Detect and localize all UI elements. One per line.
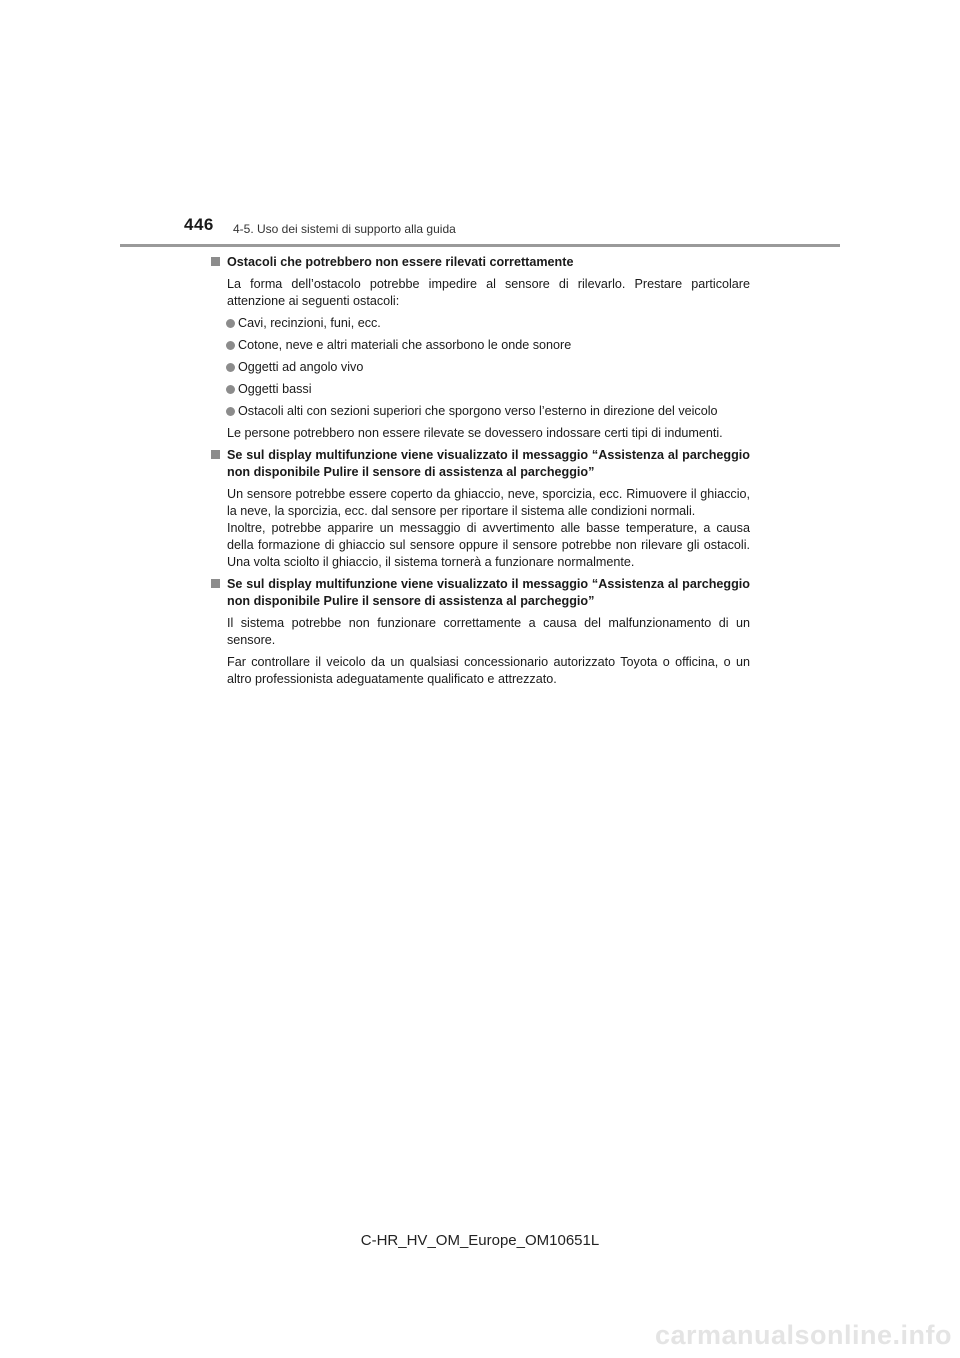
paragraph: Far controllare il veicolo da un qualsiasi concessionario autorizzato Toyota o officina, o un altro professionista adeguatamente qualificato e attrezzato.	[227, 655, 750, 686]
section-heading	[210, 576, 750, 610]
document-code: C-HR_HV_OM_Europe_OM10651L	[360, 1232, 600, 1249]
header-rule	[120, 244, 840, 247]
paragraph: Il sistema potrebbe non funzionare correttamente a causa del malfunzionamento di un sensore.	[227, 616, 750, 647]
page-number: 446	[184, 215, 214, 234]
circle-bullet-icon	[226, 385, 235, 394]
list-item-text: Oggetti bassi	[238, 382, 312, 396]
square-bullet-icon	[211, 579, 220, 588]
section-heading	[210, 254, 750, 271]
list-item	[210, 359, 750, 376]
circle-bullet-icon	[226, 341, 235, 350]
paragraph: Inoltre, potrebbe apparire un messaggio di avvertimento alle basse temperature, a causa della formazione di ghiaccio sul sensore oppure il sensore potrebbe non rilevare gli ostacoli. Una volta sciolto il ghiaccio, il sistema tornerà a funzionare normalmente.	[227, 521, 750, 569]
circle-bullet-icon	[226, 363, 235, 372]
paragraph: Le persone potrebbero non essere rilevate se dovessero indossare certi tipi di indumenti.	[227, 426, 723, 440]
list-item-text: Cotone, neve e altri materiali che assorbono le onde sonore	[238, 338, 572, 352]
square-bullet-icon	[211, 450, 220, 459]
list-item	[210, 315, 750, 332]
list-item-text: Cavi, recinzioni, funi, ecc.	[238, 316, 381, 330]
list-item-text: Oggetti ad angolo vivo	[238, 360, 364, 374]
square-bullet-icon	[211, 257, 220, 266]
section-title: 4-5. Uso dei sistemi di supporto alla guida	[233, 222, 456, 236]
list-item-text: Ostacoli alti con sezioni superiori che sporgono verso l’esterno in direzione del veicolo	[238, 404, 718, 418]
paragraph-text: Un sensore potrebbe essere coperto da ghiaccio, neve, sporcizia, ecc. Rimuovere il ghiaccio, la neve, la sporcizia, ecc. dal sensore per riportare il sistema alle condizioni normali.	[227, 487, 750, 518]
section-heading-text: Se sul display multifunzione viene visualizzato il messaggio “Assistenza al parcheggio non disponibile Pulire il sensore di assistenza al parcheggio”	[227, 448, 750, 479]
list-item	[210, 381, 750, 398]
section-heading-text: Ostacoli che potrebbero non essere rilevati correttamente	[227, 255, 574, 269]
section-heading	[210, 447, 750, 481]
paragraph	[210, 486, 750, 520]
section-heading-text: Se sul display multifunzione viene visualizzato il messaggio “Assistenza al parcheggio non disponibile Pulire il sensore di assistenza al parcheggio”	[227, 577, 750, 608]
list-item	[210, 403, 750, 420]
circle-bullet-icon	[226, 407, 235, 416]
watermark: carmanualsonline.info	[654, 1320, 952, 1350]
circle-bullet-icon	[226, 319, 235, 328]
list-item	[210, 337, 750, 354]
paragraph: La forma dell’ostacolo potrebbe impedire al sensore di rilevarlo. Prestare particolare attenzione ai seguenti ostacoli:	[227, 277, 750, 308]
page-content	[210, 254, 750, 693]
